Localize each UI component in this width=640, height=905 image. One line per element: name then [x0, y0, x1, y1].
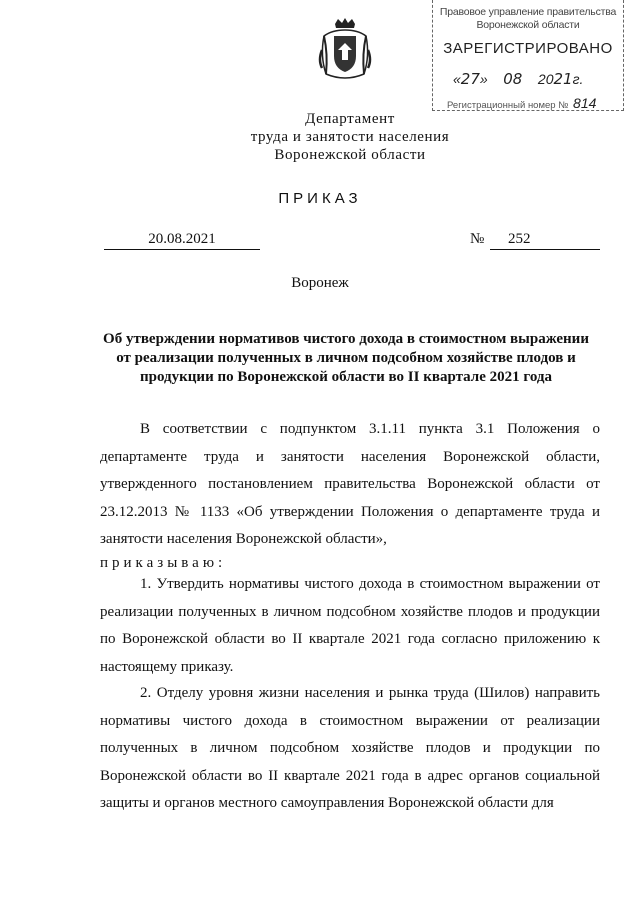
order-title: ПРИКАЗ [278, 190, 362, 207]
order-heading: Об утверждении нормативов чистого дохода в стоимостном выражении от реализации полученных в личном подсобном хозяйстве плодов и продукции по Воронежской области во II квартале 2021 года [103, 331, 589, 385]
stamp-reg-value: 814 [573, 95, 597, 111]
order-number: 252 [490, 231, 600, 250]
stamp-line1: Правовое управление правительства [439, 6, 617, 18]
registration-stamp [432, 0, 624, 111]
stamp-date-year-suffix: 21 [553, 70, 573, 88]
order-number-label: № [470, 231, 485, 247]
stamp-reg-label: Регистрационный номер № [447, 100, 569, 111]
item-2-paragraph: 2. Отделу уровня жизни населения и рынка труда (Шилов) направить нормативы чистого дохода в стоимостном выражении от реализации полученных в личном подсобном хозяйстве плодов и продукции по Воронежской области во II квартале 2021 года в адрес органов социальной защиты и органов местного самоуправления Воронежской области для [100, 685, 600, 811]
coat-of-arms-emblem [318, 16, 372, 84]
department-line1: Департамент [305, 111, 395, 127]
stamp-date-month: 08 [503, 70, 523, 88]
preamble-paragraph: В соответствии с подпунктом 3.1.11 пункта 3.1 Положения о департаменте труда и занятости населения Воронежской области, утвержденного постановлением правительства Воронежской области от 23.12.2013 № 1133 «Об утверждении Положения о департаменте труда и занятости населения Воронежской области», [100, 421, 600, 547]
stamp-date-year-prefix: 20 [537, 71, 554, 87]
city: Воронеж [291, 275, 349, 291]
order-date: 20.08.2021 [104, 231, 260, 250]
stamp-date: «27» 08 2021г. [453, 70, 584, 88]
stamp-reg-number [447, 95, 596, 111]
orders-word: приказываю: [100, 555, 227, 571]
stamp-date-day: 27 [460, 70, 480, 88]
stamp-registered: ЗАРЕГИСТРИРОВАНО [443, 40, 613, 57]
stamp-header [433, 6, 623, 32]
department-line3: Воронежской области [274, 147, 426, 163]
stamp-line2: Воронежской области [476, 19, 580, 31]
department-line2: труда и занятости населения [250, 129, 450, 145]
item-1-paragraph: 1. Утвердить нормативы чистого дохода в стоимостном выражении от реализации полученных в личном подсобном хозяйстве плодов и продукции по Воронежской области во II квартале 2021 года согласно приложению к настоящему приказу. [100, 576, 600, 675]
